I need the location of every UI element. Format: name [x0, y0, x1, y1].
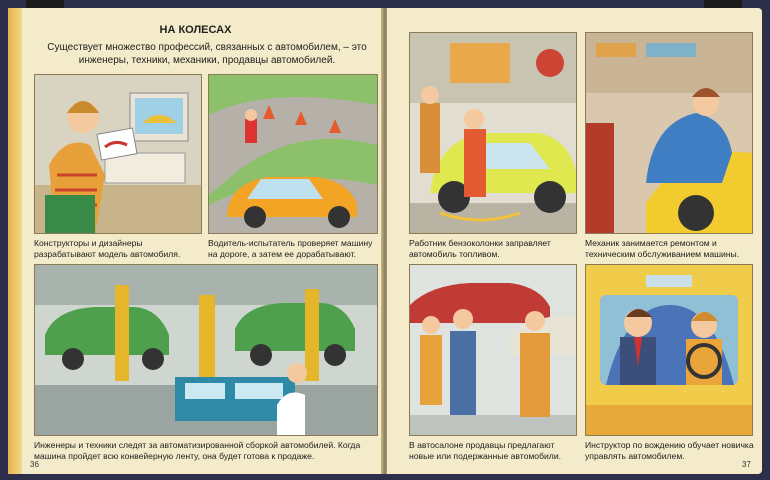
car-dealer-illustration	[409, 264, 577, 436]
caption-driving-instructor: Инструктор по вождению обучает новичка управлять автомобилем.	[585, 440, 754, 461]
page-number: 37	[742, 460, 751, 469]
mechanic-illustration	[585, 32, 753, 234]
driving-instructor-illustration	[585, 264, 753, 436]
left-page	[8, 8, 383, 474]
caption-fuel-station: Работник бензоколонки заправляет автомобиль топливом.	[409, 238, 551, 259]
fuel-station-illustration	[409, 32, 577, 234]
page-number: 36	[30, 460, 39, 469]
assembly-line-illustration	[34, 264, 378, 436]
intro-text: Существует множество профессий, связанных с автомобилем, – это инженеры, техники, механики, продавцы автомобилей.	[47, 42, 367, 66]
designers-illustration	[34, 74, 202, 234]
right-page	[387, 8, 762, 474]
caption-car-dealer: В автосалоне продавцы предлагают новые или подержанные автомобили.	[409, 440, 562, 461]
caption-mechanic: Механик занимается ремонтом и техническим обслуживанием машины.	[585, 238, 740, 259]
test-driver-illustration	[208, 74, 378, 234]
page-title: НА КОЛЕСАХ	[159, 24, 232, 36]
caption-test-driver: Водитель-испытатель проверяет машину на дороге, а затем ее дорабатывают.	[208, 238, 373, 259]
caption-assembly: Инженеры и техники следят за автоматизированной сборкой автомобилей. Когда машина пройдет всю конвейерную ленту, она будет готова к продаже.	[34, 440, 361, 461]
caption-designers: Конструкторы и дизайнеры разрабатывают модель автомобиля.	[34, 238, 181, 259]
